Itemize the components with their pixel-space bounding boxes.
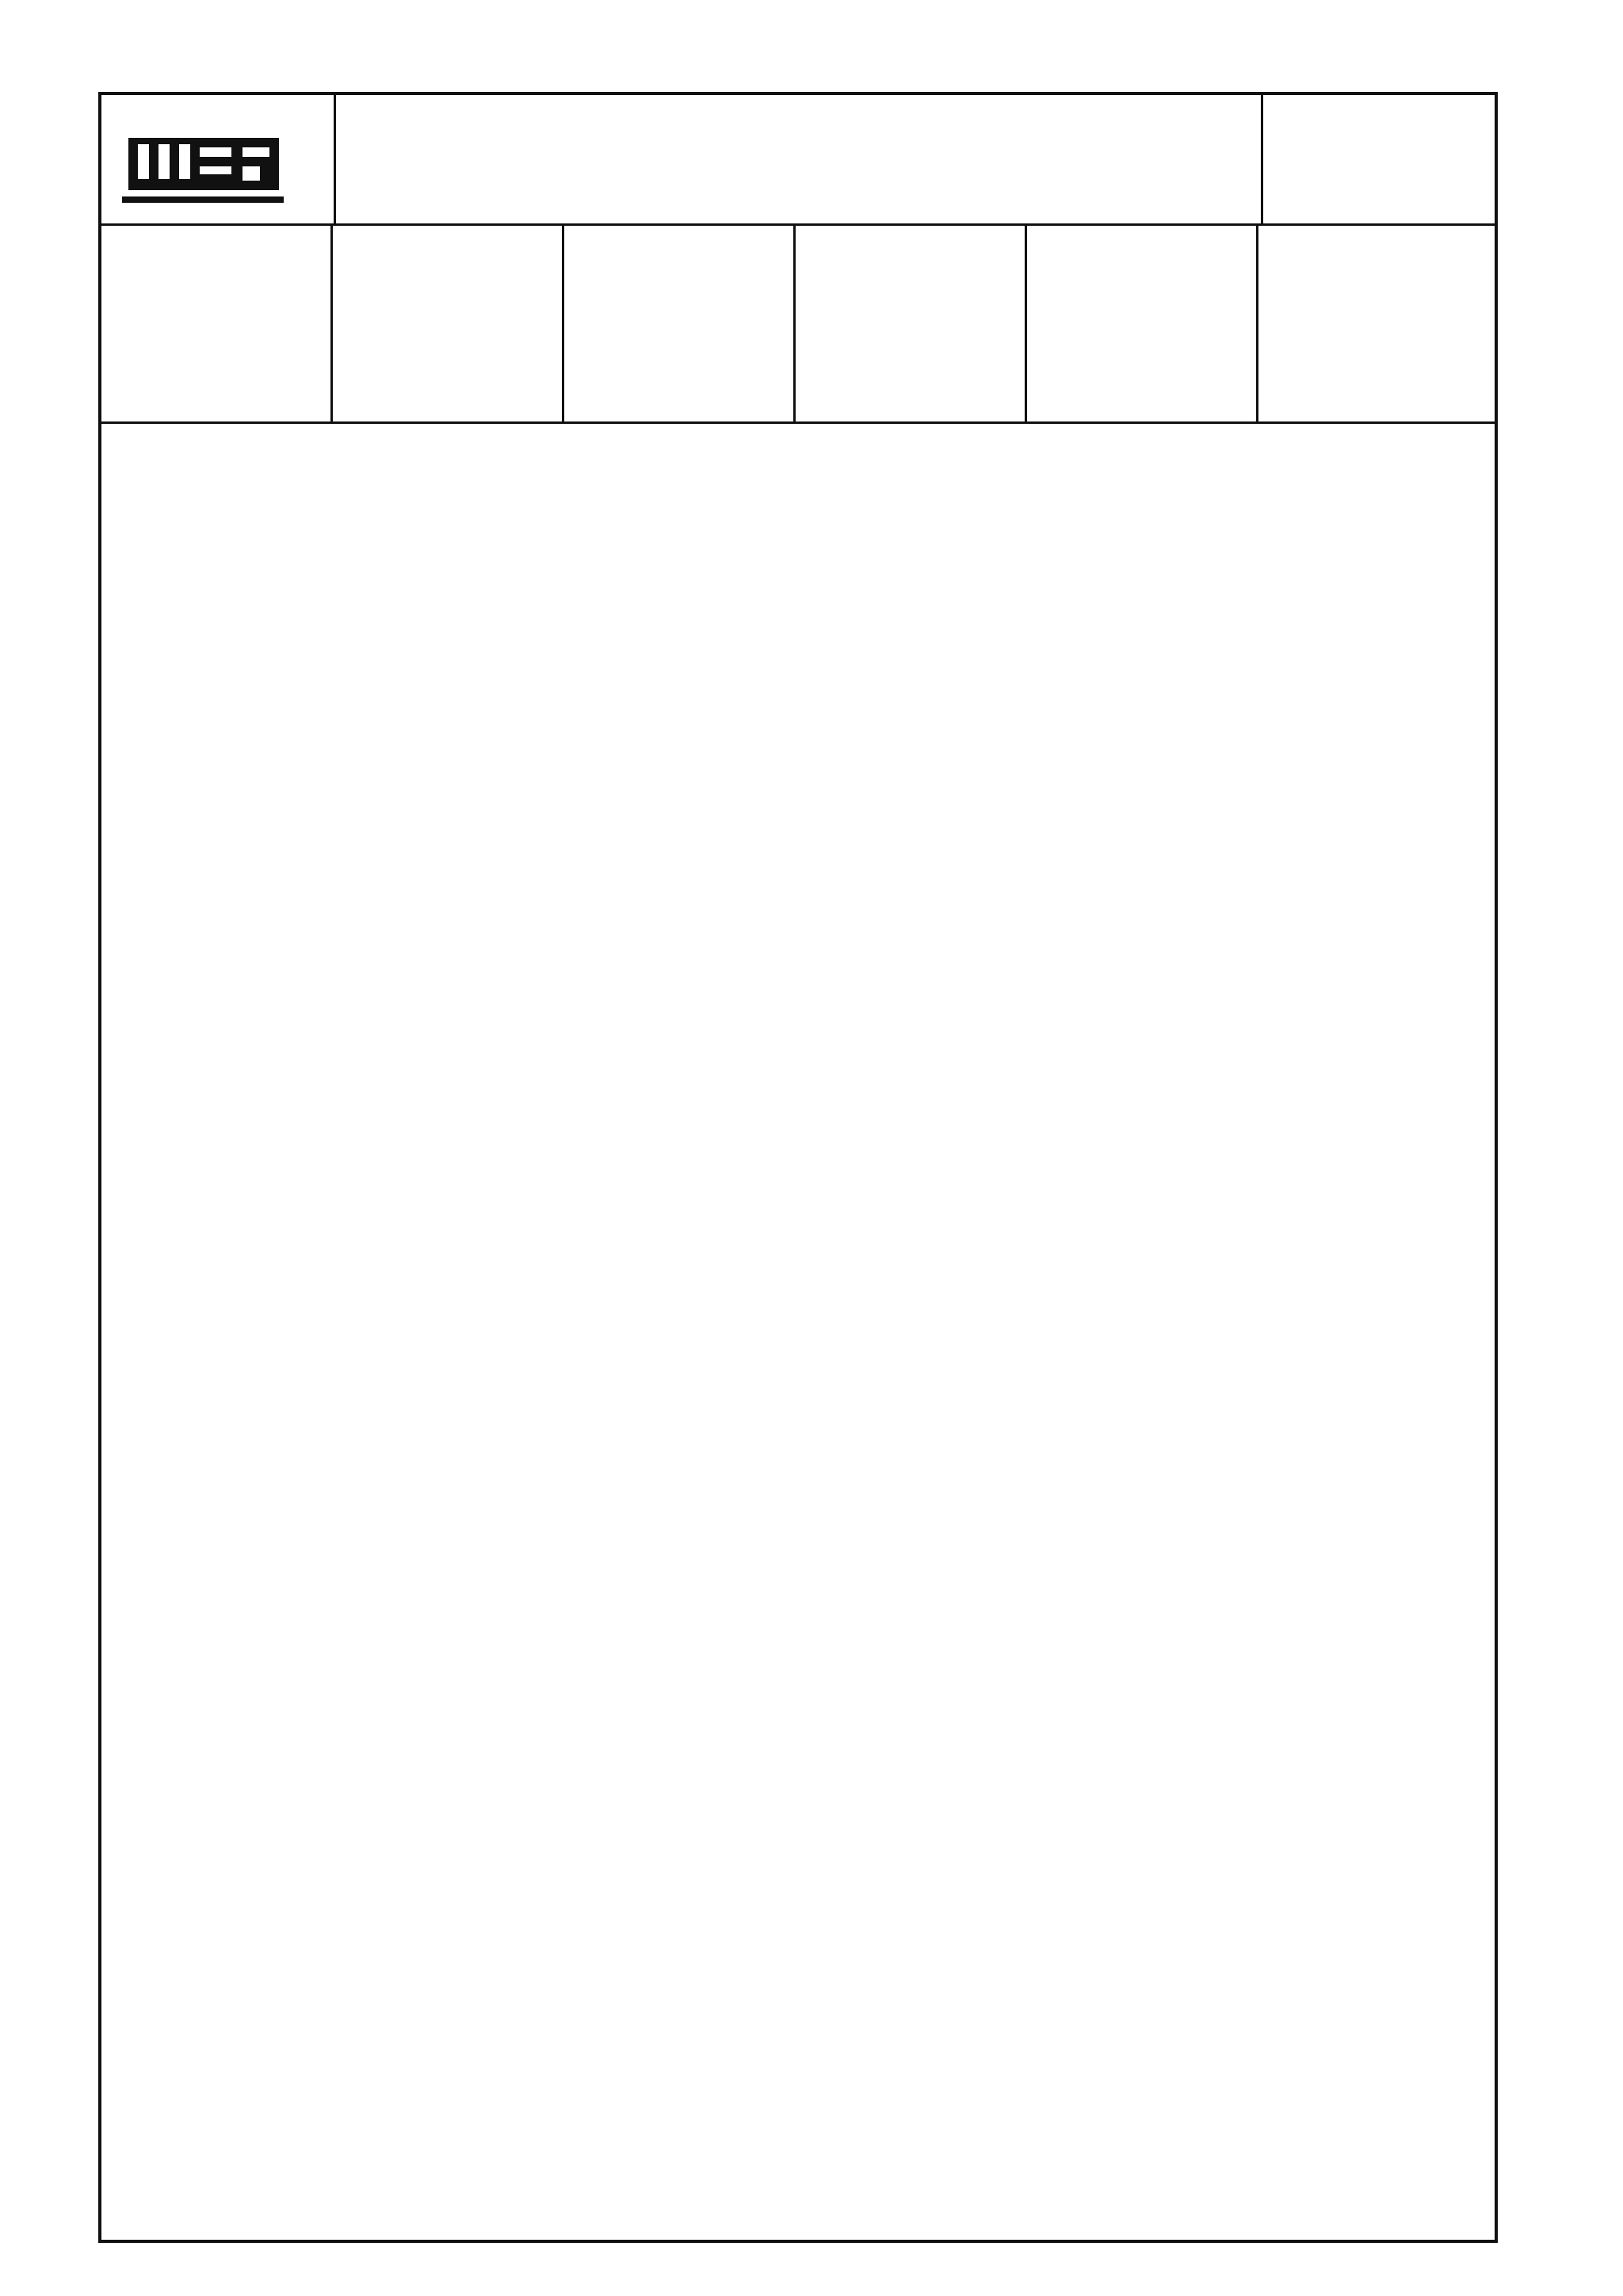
spec-poles	[564, 225, 796, 423]
code-cell	[1263, 92, 1498, 225]
spec-row	[98, 225, 1498, 423]
spec-connection	[1027, 225, 1258, 423]
winding-diagram	[98, 423, 1498, 776]
spec-phase	[98, 225, 333, 423]
spec-slots	[333, 225, 564, 423]
logo-cell	[98, 92, 336, 225]
weg-logo	[98, 92, 336, 225]
spec-pitch	[1258, 225, 1498, 423]
title-cell	[336, 92, 1263, 225]
winding-diagram-svg	[98, 423, 1498, 776]
spec-layer	[796, 225, 1027, 423]
